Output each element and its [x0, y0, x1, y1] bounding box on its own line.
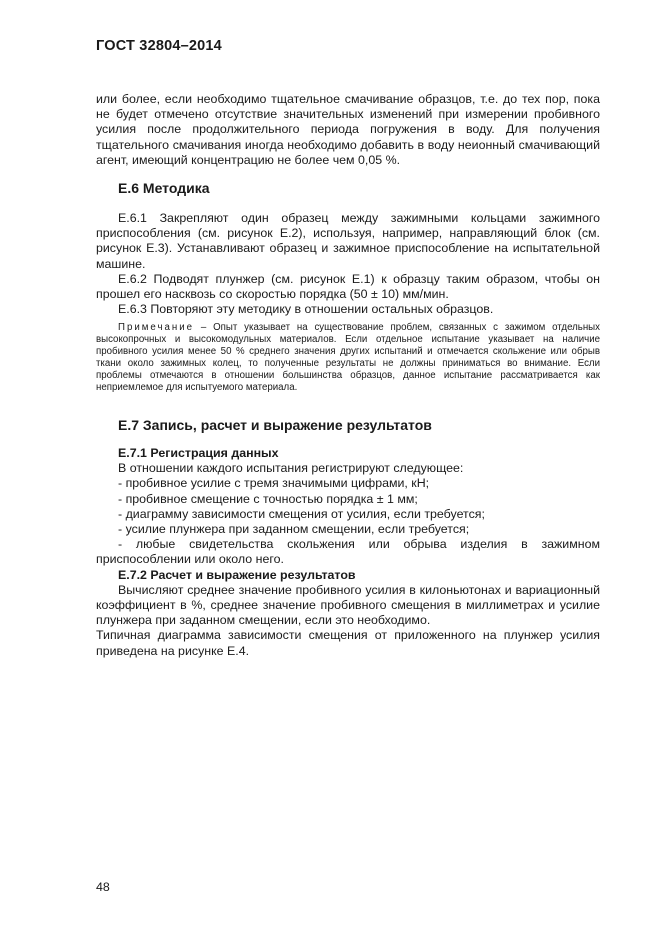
section-e7-heading: Е.7 Запись, расчет и выражение результатов [118, 417, 432, 433]
e7-2-heading: Е.7.2 Расчет и выражение результатов [118, 567, 356, 582]
e7-1-list [96, 476, 600, 567]
note-text: – Опыт указывает на существование проблем, связанных с зажимом отдельных высокопрочных и высокомодульных материалов. Если отдельное испытание указывает на наличие пробивного усилия менее 50 % среднего значения других испытаний и отмечается скольжение или обрыв ткани около зажимных колец, то полученные результаты не должны приниматься во внимание. Если проблемы отмечаются в отношении большинства образцов, данное испытание рассматривается как неприемлемое для испытуемого материала. [96, 322, 600, 393]
e6-1-paragraph: Е.6.1 Закрепляют один образец между зажимными кольцами зажимного приспособления (см. рисунок Е.2), используя, например, направляющий блок (см. рисунок Е.3). Устанавливают образец и зажимное приспособление на испытательной машине. [96, 211, 600, 271]
list-item: - пробивное усилие с тремя значимыми цифрами, кН; [118, 476, 430, 491]
e7-1-intro: В отношении каждого испытания регистрируют следующее: [118, 461, 464, 476]
e7-2-paragraph-1: Вычисляют среднее значение пробивного усилия в килоньютонах и вариационный коэффициент в %, среднее значение пробивного смещения в миллиметрах и усилие плунжера при заданном смещении, если это необходимо. [96, 582, 600, 628]
e7-2-paragraph-2: Типичная диаграмма зависимости смещения от приложенного на плунжер усилия приведена на рисунке Е.4. [96, 628, 600, 658]
section-e6-heading: Е.6 Методика [118, 180, 210, 196]
section-e7-body [96, 446, 600, 659]
intro-block [96, 92, 600, 168]
document-header: ГОСТ 32804–2014 [96, 38, 222, 54]
e6-note [96, 322, 600, 393]
list-item: - любые свидетельства скольжения или обрыва изделия в зажимном приспособлении или около него. [96, 537, 600, 567]
e7-1-heading: Е.7.1 Регистрация данных [118, 446, 279, 460]
list-item: - пробивное смещение с точностью порядка ± 1 мм; [118, 491, 418, 506]
section-e6-body [96, 211, 600, 394]
page-number: 48 [96, 880, 110, 894]
intro-paragraph: или более, если необходимо тщательное смачивание образцов, т.е. до тех пор, пока не будет отмечено отсутствие значительных изменений при измерении пробивного усилия после продолжительного периода погружения в воду. Для получения тщательного смачивания иногда необходимо добавить в воду неионный смачивающий агент, имеющий концентрацию не более чем 0,05 %. [96, 92, 600, 167]
e6-2-paragraph: Е.6.2 Подводят плунжер (см. рисунок Е.1) к образцу таким образом, чтобы он прошел его насквозь со скоростью порядка (50 ± 10) мм/мин. [96, 271, 600, 302]
list-item: - усилие плунжера при заданном смещении, если требуется; [118, 522, 470, 537]
e6-3-paragraph: Е.6.3 Повторяют эту методику в отношении остальных образцов. [118, 302, 494, 317]
note-label: Примечание [118, 322, 195, 334]
list-item: - диаграмму зависимости смещения от усилия, если требуется; [118, 506, 485, 521]
